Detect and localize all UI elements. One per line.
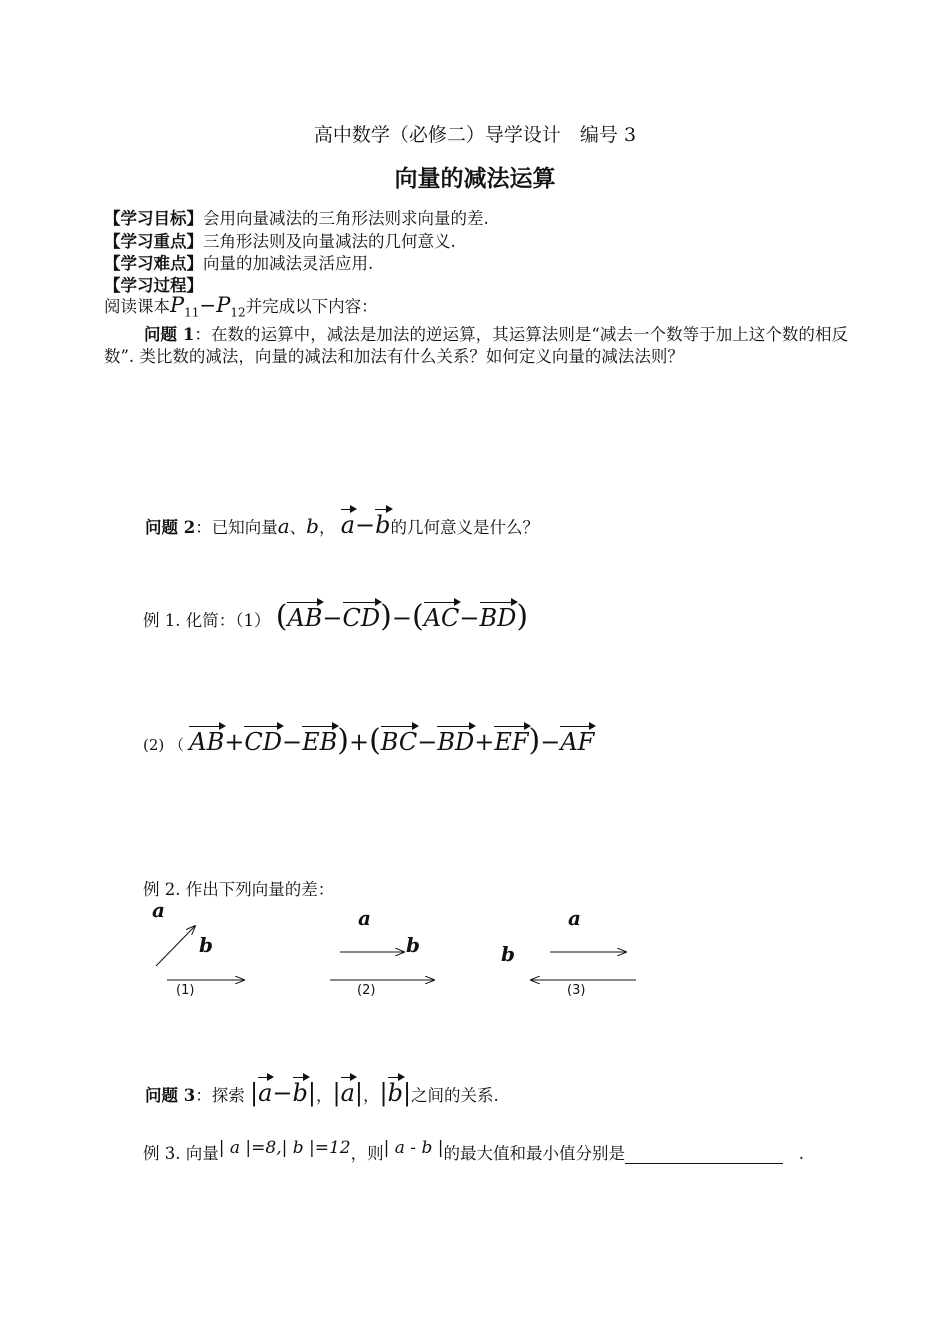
page-symbol: P	[216, 293, 231, 317]
page-number: 11	[184, 305, 200, 320]
page-number: 12	[230, 305, 246, 320]
question-prefix: ：探索	[195, 1086, 245, 1105]
vector-AC: AC	[424, 598, 460, 632]
operator: +	[224, 728, 245, 756]
question-2	[145, 505, 539, 539]
example-suffix: 的最大值和最小值分别是	[443, 1144, 625, 1163]
question-label: 问题 3	[145, 1086, 196, 1105]
vector-EB: EB	[302, 722, 337, 756]
vector-AB: AB	[189, 722, 224, 756]
goal-difficulty	[104, 250, 373, 274]
goal-label: 【学习重点】	[104, 232, 203, 251]
question-1	[104, 324, 848, 368]
separator: 、	[289, 518, 307, 537]
separator: ，	[315, 1086, 333, 1105]
vector-a-arrow: a	[258, 1073, 272, 1107]
page-title: 向量的减法运算	[394, 165, 556, 192]
goal-key-point	[104, 228, 456, 252]
example-3	[143, 1140, 804, 1164]
vector-CD: CD	[343, 598, 381, 632]
example-2-label: 例 2. 作出下列向量的差：	[143, 880, 335, 899]
operator: −	[391, 604, 412, 632]
operator: +	[348, 728, 370, 756]
difference-expr: | a - b |	[383, 1138, 444, 1158]
answer-blank[interactable]	[625, 1145, 783, 1164]
goal-objective	[104, 205, 489, 229]
vector-b: b	[306, 514, 319, 538]
label-b: b	[501, 942, 515, 966]
vector-EF: EF	[494, 722, 528, 756]
reading-instruction	[104, 293, 378, 319]
example-label: 例 1. 化简：（1）	[143, 611, 271, 630]
minus-sign: −	[272, 1079, 293, 1107]
figure-label: (1)	[176, 983, 195, 998]
condition-expr: | a |=8,| b |=12	[218, 1138, 351, 1158]
separator: ，	[362, 1086, 380, 1105]
question-suffix: 之间的关系.	[411, 1086, 499, 1105]
label-a: a	[358, 906, 371, 930]
reading-suffix: 并完成以下内容：	[245, 297, 378, 316]
example-1-part-1: 例 1. 化简：（1） (AB−CD)−(AC−BD)	[143, 599, 529, 634]
operator: −	[459, 604, 480, 632]
figure-label: (3)	[567, 983, 586, 998]
page-symbol: P	[170, 293, 185, 317]
question-label: 问题 2	[145, 518, 196, 537]
end-period: .	[798, 1144, 804, 1163]
vector-AF: AF	[560, 722, 594, 756]
goal-label: 【学习目标】	[104, 209, 203, 228]
operator: −	[540, 728, 561, 756]
vector-BC: BC	[381, 722, 417, 756]
label-a: a	[152, 898, 165, 922]
example-1-part-2: (2) （ AB+CD−EB)+(BC−BD+EF)−AF	[143, 723, 595, 758]
vector-b-arrow: b	[375, 505, 390, 539]
vector-AB: AB	[287, 598, 322, 632]
vector-b-arrow: b	[293, 1073, 308, 1107]
label-a: a	[568, 906, 581, 930]
example-label: 例 3. 向量	[143, 1144, 219, 1163]
vector-BD: BD	[480, 598, 517, 632]
label-b: b	[406, 933, 420, 957]
operator: +	[474, 728, 495, 756]
range-dash: −	[199, 293, 217, 317]
operator: −	[322, 604, 343, 632]
vector-b-arrow: b	[388, 1073, 403, 1107]
example-mid: ，则	[350, 1144, 384, 1163]
question-prefix: ：已知向量	[195, 518, 278, 537]
vector-BD: BD	[437, 722, 474, 756]
operator: −	[417, 728, 438, 756]
vector-CD: CD	[244, 722, 282, 756]
question-text: ：在数的运算中，减法是加法的逆运算，其运算法则是“减去一个数等于加上这个数的相反数”. 类比数的减法，向量的减法和加法有什么关系？如何定义向量的减法法则？	[104, 325, 848, 366]
label-b: b	[199, 933, 213, 957]
vector-a-arrow	[156, 926, 195, 966]
goal-text: 向量的加减法灵活应用.	[203, 254, 374, 273]
reading-prefix: 阅读课本	[104, 297, 170, 316]
vector-a-arrow: a	[341, 505, 355, 539]
vector-a-arrow: a	[341, 1073, 355, 1107]
question-suffix: 的几何意义是什么？	[390, 518, 540, 537]
goal-label: 【学习难点】	[104, 254, 203, 273]
figure-label: (2)	[357, 983, 376, 998]
goal-text: 会用向量减法的三角形法则求向量的差.	[203, 209, 489, 228]
minus-sign: −	[355, 511, 376, 539]
header: 高中数学（必修二）导学设计 编号 3	[313, 124, 637, 146]
operator: −	[281, 728, 303, 756]
figure-3	[531, 952, 636, 980]
goal-label: 【学习过程】	[104, 276, 203, 295]
example-label: (2) （	[143, 736, 185, 754]
question-3: 问题 3：探索 |a−b|，|a|，|b|之间的关系.	[145, 1073, 499, 1107]
vector-a: a	[277, 514, 290, 538]
separator: ，	[318, 518, 336, 537]
goal-text: 三角形法则及向量减法的几何意义.	[203, 232, 456, 251]
question-label: 问题 1	[144, 325, 195, 344]
